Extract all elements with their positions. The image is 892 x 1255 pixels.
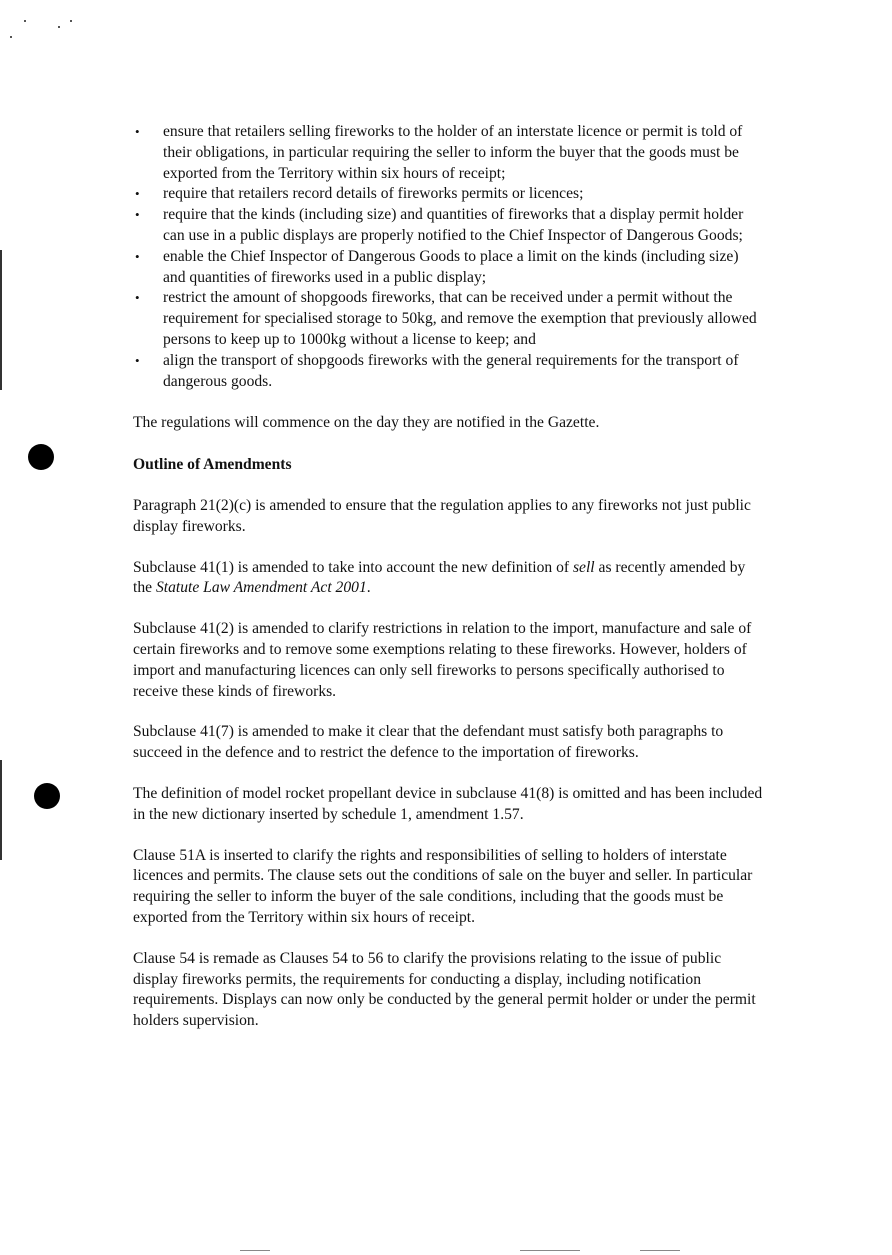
- bullet-text: enable the Chief Inspector of Dangerous Goods to place a limit on the kinds (including size) and quantities of fireworks used in a public display;: [163, 247, 739, 286]
- bullet-item: [133, 205, 763, 247]
- scan-footer-line: [240, 1250, 270, 1251]
- scan-edge: [0, 760, 2, 860]
- paragraph-41-1-text: .: [366, 579, 371, 597]
- paragraph-41-8: The definition of model rocket propellant device in subclause 41(8) is omitted and has been included in the new dictionary inserted by schedule 1, amendment 1.57.: [133, 784, 763, 823]
- scan-edge: [0, 250, 2, 390]
- paragraph-51a: Clause 51A is inserted to clarify the rights and responsibilities of selling to holders of interstate licences and permits. The clause sets out the conditions of sale on the buyer and seller. In particular requiring the seller to inform the buyer of the sale conditions, including that the goods must be exported from the Territory within six hours of receipt.: [133, 846, 753, 926]
- scan-speck: [10, 36, 12, 38]
- scan-speck: [24, 20, 26, 22]
- paragraph-41-1-text: as recently amended by the: [133, 558, 746, 597]
- bullet-icon: •: [135, 186, 140, 202]
- bullet-icon: •: [135, 248, 140, 264]
- defined-term: sell: [572, 558, 595, 576]
- bullet-text: restrict the amount of shopgoods fireworks, that can be received under a permit without the requirement for specialised storage to 50kg, and remove the exemption that previously allowed persons to keep up to 1000kg without a license to keep; and: [163, 289, 757, 348]
- paragraph-41-1-text: Subclause 41(1) is amended to take into account the new definition of: [133, 558, 573, 576]
- bullet-list: [133, 122, 763, 392]
- paragraph-41-2: Subclause 41(2) is amended to clarify restrictions in relation to the import, manufacture and sale of certain fireworks and to remove some exemptions relating to these fireworks. However, holders of import and manufacturing licences can only sell fireworks to persons specifically authorised to receive these kinds of fireworks.: [133, 620, 752, 700]
- scan-speck: [58, 26, 60, 28]
- bullet-text: ensure that retailers selling fireworks to the holder of an interstate licence or permit is told of their obligations, in particular requiring the seller to inform the buyer that the goods must be exported from the Territory within six hours of receipt;: [163, 123, 743, 182]
- bullet-text: require that retailers record details of fireworks permits or licences;: [163, 185, 584, 203]
- commencement-paragraph: The regulations will commence on the day they are notified in the Gazette.: [133, 414, 600, 432]
- bullet-text: align the transport of shopgoods fireworks with the general requirements for the transport of dangerous goods.: [163, 351, 739, 390]
- paragraph-41-7: Subclause 41(7) is amended to make it clear that the defendant must satisfy both paragraphs to succeed in the defence and to restrict the defence to the importation of fireworks.: [133, 723, 724, 762]
- scan-speck: [70, 20, 72, 22]
- act-title: Statute Law Amendment Act 2001: [155, 579, 367, 597]
- bullet-item: [133, 288, 763, 350]
- punch-hole: [28, 444, 54, 470]
- document-body: [133, 122, 763, 1032]
- bullet-item: [133, 247, 763, 289]
- bullet-icon: •: [135, 352, 140, 368]
- punch-hole: [34, 783, 60, 809]
- bullet-item: [133, 184, 763, 205]
- bullet-item: [133, 122, 763, 184]
- paragraph-41-1: [133, 558, 763, 600]
- bullet-item: [133, 351, 763, 393]
- bullet-icon: •: [135, 124, 140, 139]
- bullet-icon: •: [135, 290, 140, 306]
- section-heading: Outline of Amendments: [133, 456, 292, 474]
- bullet-icon: •: [135, 207, 140, 223]
- scan-footer-line: [520, 1250, 580, 1251]
- paragraph-21: Paragraph 21(2)(c) is amended to ensure that the regulation applies to any fireworks not just public display fireworks.: [133, 496, 751, 535]
- paragraph-54: Clause 54 is remade as Clauses 54 to 56 to clarify the provisions relating to the issue of public display fireworks permits, the requirements for conducting a display, including notification requirements. Displays can now only be conducted by the general permit holder or under the permit holders supervision.: [133, 949, 756, 1030]
- bullet-text: require that the kinds (including size) and quantities of fireworks that a display permit holder can use in a public displays are properly notified to the Chief Inspector of Dangerous Goods;: [163, 206, 744, 244]
- scan-footer-line: [640, 1250, 680, 1251]
